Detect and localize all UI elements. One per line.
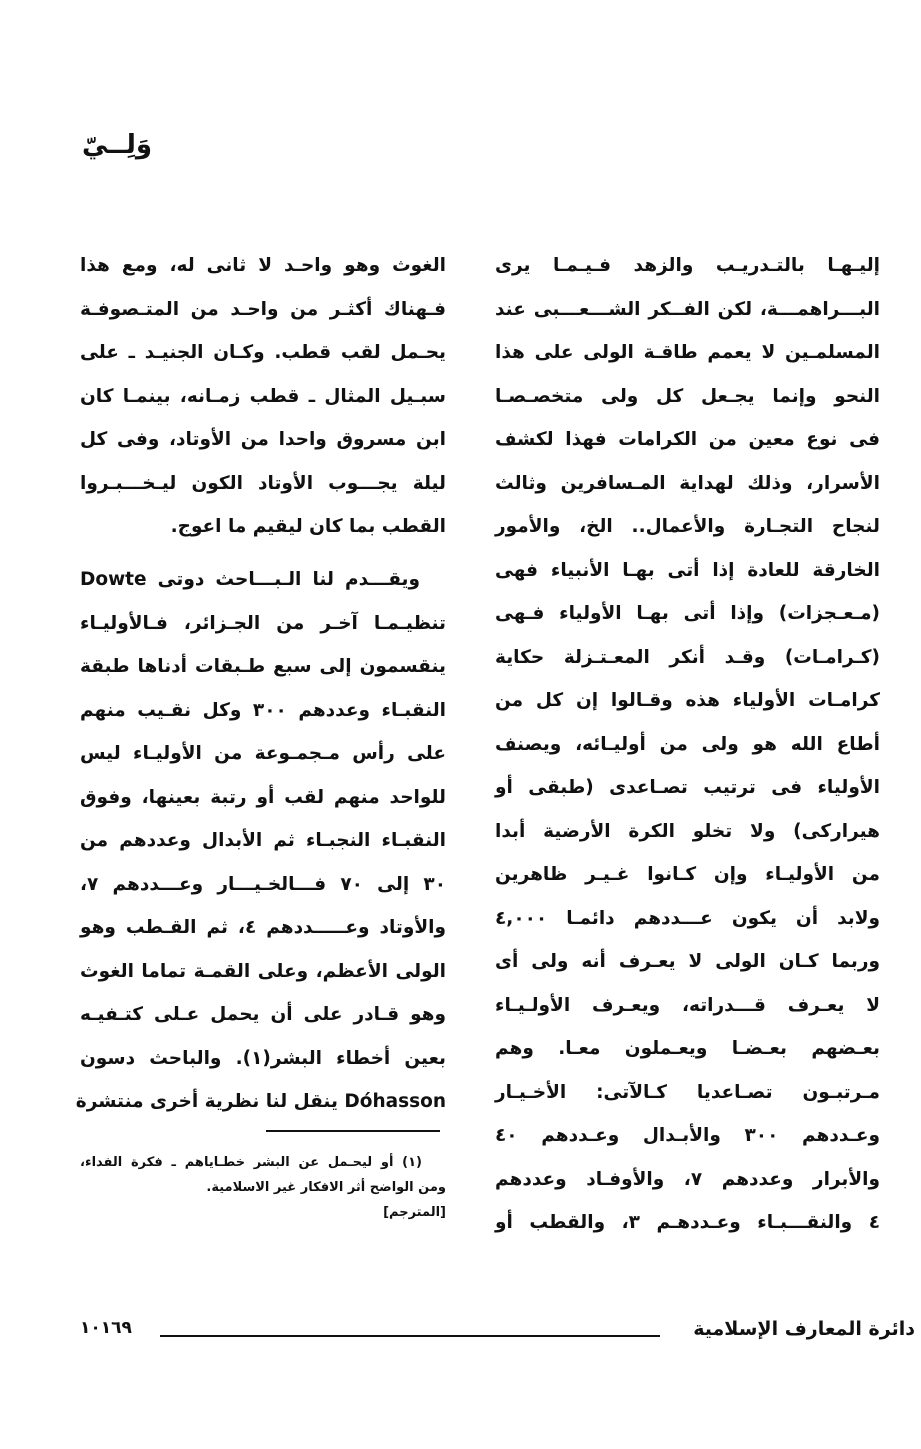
text-line: القطب بما كان ليقيم ما اعوج. [170,516,446,537]
text-line: ليلة يجـــوب الأوتاد الكون ليـخـــبـروا [80,472,446,494]
left-column-paragraph-1 [80,244,446,549]
text-line: (مـعـجزات) وإذا أتى بهـا الأولياء فـهى [495,603,880,624]
text-line: إليـهـا بالتـدريـب والزهد فـيـمـا يرى [495,255,880,276]
text-line: المسلمـين لا يعمم طاقـة الولى على هذا [495,342,880,363]
text-line: هيراركى) ولا تخلو الكرة الأرضية أبدا [495,820,880,842]
text-line: كرامـات الأولياء هذه وقـالوا إن كل من [495,690,880,711]
text-line: لا يعـرف قـــدراته، ويعـرف الأولـيـاء [495,994,880,1016]
running-head: وَلِــيّ [82,130,153,160]
footnote-divider [266,1130,440,1132]
text-line: فـهناك أكثـر من واحـد من المتـصوفـة [80,298,446,320]
right-column [495,244,880,1245]
text-line: النقبـاء وعددهم ٣٠٠ وكل نقـيب منهم [80,699,446,721]
text-line: تنظيـمـا آخـر من الجـزائر، فـالأوليـاء [80,612,446,634]
text-line: ولابد أن يكون عـــددهم دائمـا ٤,٠٠٠ [495,907,880,929]
text-line: ٣٠ إلى ٧٠ فـــالخـيـــار وعـــددهم ٧، [80,873,446,895]
text-line: مـرتبـون تصـاعديا كـالآتى: الأخـيـار [495,1081,880,1103]
text-line: الغوث وهو واحـد لا ثانى له، ومع هذا [80,255,446,276]
left-column-paragraph-2 [75,558,446,1124]
journal-title: دائرة المعارف الإسلامية [693,1318,915,1340]
text-line: الولى الأعظم، وعلى القمـة تماما الغوث [80,960,446,982]
text-line: الأولياء فى ترتيب تصـاعدى (طبقى أو [495,777,880,798]
text-line: بعـضهم بعـضـا ويعـملون معـا. وهم [495,1038,880,1059]
text-line: النقبـاء النجبـاء ثم الأبدال وعددهم من [80,830,446,851]
footnote-1-line-2: ومن الواضح أثر الافكار غير الاسلامية. [206,1180,446,1195]
text-line: ابن مسروق واحدا من الأوتاد، وفى كل [80,429,446,450]
text-line: والأبرار وعددهم ٧، والأوفـاد وعددهم [495,1168,880,1190]
text-line: وربما كـان الولى لا يعـرف أنه ولى أى [495,951,880,972]
text-line: Dóhasson ينقل لنا نظرية أخرى منتشرة [75,1091,446,1112]
text-line: يحـمل لقب قطب. وكـان الجنيـد ـ على [80,342,446,363]
text-line: ويقـــدم لنا الـبـــاحث دوتى Dowte [80,569,420,590]
text-line: من الأوليـاء وإن كـانوا غـيـر ظاهرين [495,864,880,885]
text-line: (كـرامـات) وقـد أنكر المعـتـزلة حكاية [495,646,880,668]
text-line: للواحد منهم لقب أو رتبة بعينها، وفوق [80,786,446,808]
text-line: سبـيل المثال ـ قطب زمـانه، بينمـا كان [80,385,446,407]
text-line: النحو وإنما يجـعل كل ولى متخصـصـا [495,385,880,407]
page-number: ١٠١٦٩ [80,1318,132,1338]
text-line: الأسرار، وذلك لهداية المـسافرين وثالث [495,472,880,494]
text-line: وعـددهم ٣٠٠ والأبـدال وعـددهم ٤٠ [495,1125,881,1146]
text-line: على رأس مـجمـوعة من الأوليـاء ليس [80,743,446,764]
footnote-1-line-1: (١) أو ليحـمل عن البشر خطـاياهم ـ فكرة الفداء، [80,1155,422,1170]
text-line: ينقسمون إلى سبع طـبقات أدناها طبقة [80,656,446,677]
text-line: بعين أخطاء البشر(١). والباحث دسون [80,1047,446,1069]
text-line: أطاع الله هو ولى من أوليـائه، ويصنف [495,733,880,755]
text-line: ٤ والنقـــبـاء وعـددهـم ٣، والقطب أو [495,1212,880,1233]
text-line: وهو قـادر على أن يحمل عـلى كتـفيـه [80,1004,446,1025]
text-line: لنجاح التجـارة والأعمال.. الخ، والأمور [495,516,880,537]
text-line: والأوتاد وعـــــددهم ٤، ثم القـطب وهو [80,917,446,938]
footnote-signature: [المترجم] [383,1205,446,1220]
text-line: الخارقة للعادة إذا أتى بهـا الأنبياء فهى [495,559,880,581]
text-line: فى نوع معين من الكرامات فهذا لكشف [495,429,880,450]
footnotes [80,1150,446,1225]
text-line: البـــراهمـــة، لكن الفــكر الشـــعـــبى عند [495,298,880,320]
footer-divider [160,1335,660,1337]
